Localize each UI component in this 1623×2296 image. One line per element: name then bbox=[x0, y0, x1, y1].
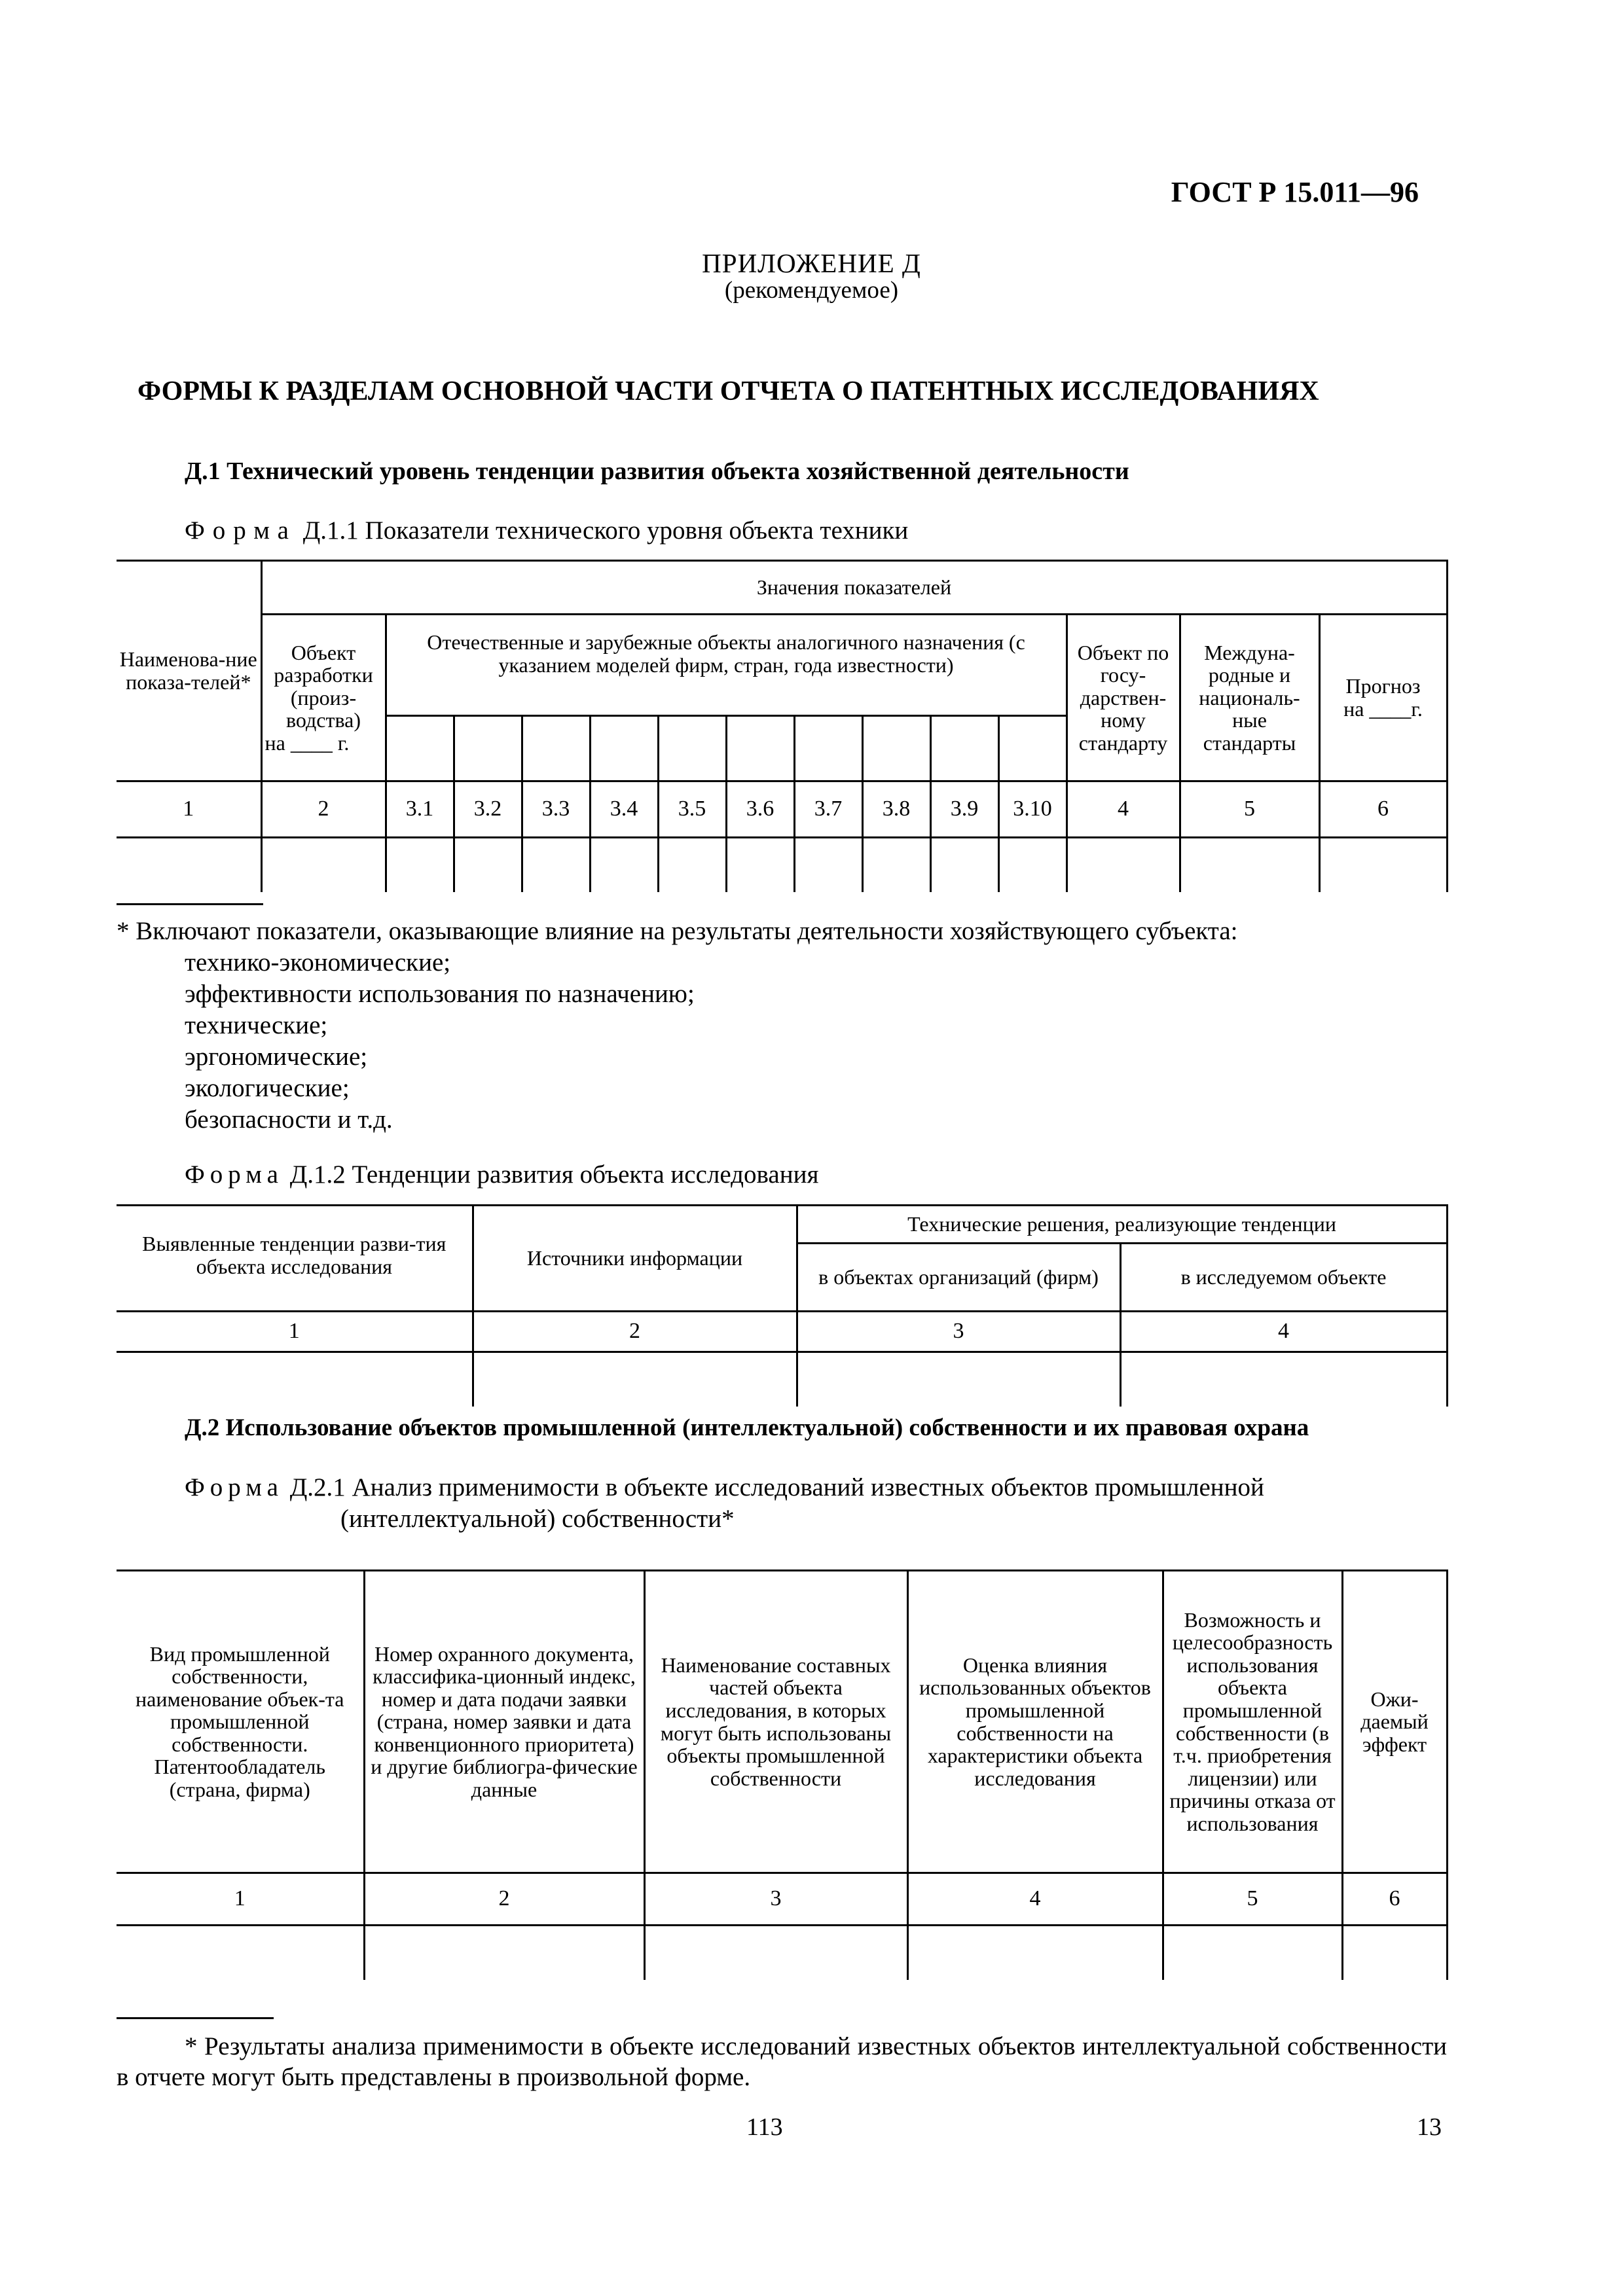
footnote-d111 bbox=[117, 916, 1452, 1136]
column-number: 1 bbox=[117, 1873, 364, 1926]
column-number: 3 bbox=[644, 1873, 907, 1926]
col-object-development-text: Объект разработки (произ-водства) bbox=[274, 640, 373, 732]
column-number: 3.6 bbox=[726, 781, 794, 838]
column-number: 4 bbox=[1067, 781, 1180, 838]
empty-cell bbox=[590, 838, 658, 893]
col-object-development bbox=[261, 615, 386, 781]
footnote-item: эргономические; bbox=[185, 1042, 368, 1071]
empty-cell bbox=[862, 838, 930, 893]
footnote-item: безопасности и т.д. bbox=[185, 1105, 393, 1134]
page-number-right: 13 bbox=[1417, 2113, 1442, 2141]
column-number: 4 bbox=[1120, 1312, 1447, 1352]
column-number: 3 bbox=[797, 1312, 1120, 1352]
column-number: 4 bbox=[907, 1873, 1163, 1926]
form-d221-table bbox=[117, 1570, 1448, 1980]
column-number: 3.5 bbox=[658, 781, 726, 838]
analog-cell bbox=[998, 716, 1067, 781]
page-number-center: 113 bbox=[746, 2113, 783, 2141]
main-title: ФОРМЫ К РАЗДЕЛАМ ОСНОВНОЙ ЧАСТИ ОТЧЕТА О ПАТЕНТНЫХ ИССЛЕДОВАНИЯХ bbox=[137, 376, 1319, 406]
document-code: ГОСТ Р 15.011—96 bbox=[1171, 176, 1419, 208]
column-number: 3.1 bbox=[386, 781, 454, 838]
form-caption-text: Д.2.1 Анализ применимости в объекте исследований известных объектов промышленной bbox=[289, 1473, 1264, 1501]
empty-cell bbox=[930, 838, 998, 893]
column-number: 3.9 bbox=[930, 781, 998, 838]
empty-cell bbox=[1180, 838, 1319, 893]
empty-cell bbox=[907, 1926, 1163, 1981]
col-analog-objects: Отечественные и зарубежные объекты аналогичного назначения (с указанием моделей фирм, стран, года известности) bbox=[386, 615, 1067, 716]
empty-cell bbox=[117, 1352, 473, 1407]
col-indicator-name: Наименова-ние показа-телей* bbox=[117, 561, 261, 781]
column-number: 2 bbox=[473, 1312, 797, 1352]
section-d2-title: Д.2 Использование объектов промышленной (интеллектуальной) собственности и их правовая охрана bbox=[185, 1414, 1309, 1441]
analog-cell bbox=[522, 716, 590, 781]
empty-cell bbox=[1319, 838, 1447, 893]
form-caption-text: Д.1.2 Тенденции развития объекта исследования bbox=[289, 1160, 819, 1189]
footnote-item: технико-экономические; bbox=[185, 948, 451, 977]
empty-cell bbox=[473, 1352, 797, 1407]
empty-cell bbox=[117, 838, 261, 893]
column-number: 2 bbox=[364, 1873, 644, 1926]
col-trends: Выявленные тенденции разви-тия объекта исследования bbox=[117, 1206, 473, 1312]
form-caption-text: Д.1.1 Показатели технического уровня объекта техники bbox=[302, 516, 909, 545]
form-d112-caption bbox=[185, 1160, 818, 1189]
col-components: Наименование составных частей объекта исследования, в которых могут быть использованы объекты промышленной собственности bbox=[644, 1571, 907, 1873]
column-number: 3.2 bbox=[454, 781, 522, 838]
footnote-item: технические; bbox=[185, 1011, 328, 1039]
column-number: 5 bbox=[1180, 781, 1319, 838]
analog-cell bbox=[658, 716, 726, 781]
form-d112-table bbox=[117, 1204, 1448, 1407]
analog-cell bbox=[726, 716, 794, 781]
column-number: 6 bbox=[1342, 1873, 1447, 1926]
appendix-subtitle: (рекомендуемое) bbox=[724, 277, 899, 304]
form-label: Форма bbox=[185, 1160, 283, 1189]
column-number: 3.10 bbox=[998, 781, 1067, 838]
empty-cell bbox=[522, 838, 590, 893]
col-object-development-year: на ____ г. bbox=[264, 730, 350, 755]
empty-cell bbox=[117, 1926, 364, 1981]
empty-cell bbox=[261, 838, 386, 893]
analog-cell bbox=[930, 716, 998, 781]
column-number: 3.4 bbox=[590, 781, 658, 838]
col-impact-assessment: Оценка влияния использованных объектов промышленной собственности на характеристики объекта исследования bbox=[907, 1571, 1163, 1873]
form-d111-caption bbox=[185, 516, 908, 545]
empty-cell bbox=[386, 838, 454, 893]
col-technical-solutions: Технические решения, реализующие тенденции bbox=[797, 1206, 1447, 1244]
empty-cell bbox=[1342, 1926, 1447, 1981]
column-number: 2 bbox=[261, 781, 386, 838]
column-number: 5 bbox=[1163, 1873, 1342, 1926]
footnote-divider bbox=[117, 903, 263, 905]
column-number: 1 bbox=[117, 1312, 473, 1352]
col-forecast bbox=[1319, 615, 1447, 781]
appendix-title: ПРИЛОЖЕНИЕ Д bbox=[702, 248, 921, 278]
analog-cell bbox=[862, 716, 930, 781]
empty-cell bbox=[364, 1926, 644, 1981]
col-intl-standards: Междуна-родные и националь-ные стандарты bbox=[1180, 615, 1319, 781]
empty-cell bbox=[658, 838, 726, 893]
col-in-object: в исследуемом объекте bbox=[1120, 1244, 1447, 1312]
empty-cell bbox=[797, 1352, 1120, 1407]
empty-cell bbox=[726, 838, 794, 893]
empty-cell bbox=[1163, 1926, 1342, 1981]
col-forecast-text: Прогноз bbox=[1345, 674, 1421, 698]
empty-cell bbox=[998, 838, 1067, 893]
form-d111-table bbox=[117, 560, 1448, 892]
col-ip-type: Вид промышленной собственности, наименование объек-та промышленной собственности. Патентообладатель (страна, фирма) bbox=[117, 1571, 364, 1873]
column-number: 6 bbox=[1319, 781, 1447, 838]
section-d1-title: Д.1 Технический уровень тенденции развития объекта хозяйственной деятельности bbox=[185, 457, 1129, 485]
col-in-organizations: в объектах организаций (фирм) bbox=[797, 1244, 1120, 1312]
footnote-divider bbox=[117, 2017, 274, 2019]
col-state-standard: Объект по госу-дарствен-ному стандарту bbox=[1067, 615, 1180, 781]
form-d221-caption bbox=[185, 1473, 1264, 1502]
empty-cell bbox=[1067, 838, 1180, 893]
form-label: Форма bbox=[185, 1473, 283, 1501]
analog-cell bbox=[590, 716, 658, 781]
analog-cell bbox=[386, 716, 454, 781]
empty-cell bbox=[644, 1926, 907, 1981]
col-forecast-year: на ____г. bbox=[1343, 697, 1423, 721]
col-expected-effect: Ожи-даемый эффект bbox=[1342, 1571, 1447, 1873]
empty-cell bbox=[1120, 1352, 1447, 1407]
footnote-d221: * Результаты анализа применимости в объекте исследований известных объектов интеллектуальной собственности в отчете могут быть представлены в произвольной форме. bbox=[117, 2032, 1447, 2091]
footnote-item: эффективности использования по назначению; bbox=[185, 979, 695, 1008]
header-indicator-values: Значения показателей bbox=[261, 561, 1447, 615]
empty-cell bbox=[454, 838, 522, 893]
footnote-intro: * Включают показатели, оказывающие влияние на результаты деятельности хозяйствующего субъекта: bbox=[117, 917, 1238, 945]
column-number: 3.8 bbox=[862, 781, 930, 838]
footnote-item: экологические; bbox=[185, 1073, 350, 1102]
analog-cell bbox=[794, 716, 862, 781]
analog-cell bbox=[454, 716, 522, 781]
col-sources: Источники информации bbox=[473, 1206, 797, 1312]
empty-cell bbox=[794, 838, 862, 893]
column-number: 3.3 bbox=[522, 781, 590, 838]
column-number: 3.7 bbox=[794, 781, 862, 838]
form-d221-caption-line2: (интеллектуальной) собственности* bbox=[340, 1505, 735, 1533]
column-number: 1 bbox=[117, 781, 261, 838]
col-document-number: Номер охранного документа, классифика-ционный индекс, номер и дата подачи заявки (страна, номер заявки и дата конвенционного приоритета) и другие библиогра-фические данные bbox=[364, 1571, 644, 1873]
col-feasibility: Возможность и целесообразность использования объекта промышленной собственности (в т.ч. приобретения лицензии) или причины отказа от использования bbox=[1163, 1571, 1342, 1873]
form-label: Форма bbox=[185, 516, 297, 545]
